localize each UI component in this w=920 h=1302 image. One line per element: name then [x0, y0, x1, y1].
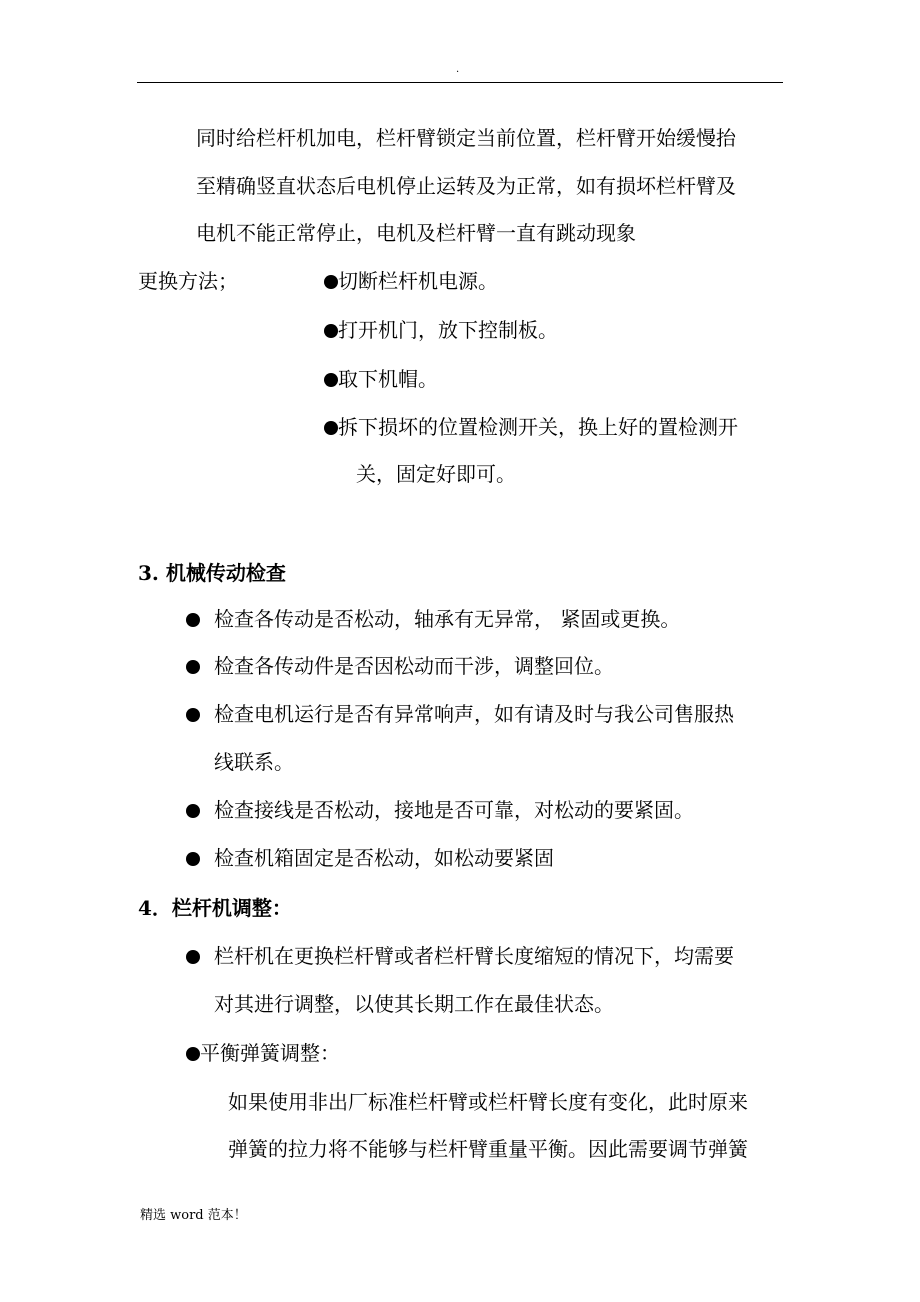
section-4-item-1 — [186, 944, 734, 968]
replace-step-2 — [324, 318, 558, 342]
bullet-icon — [186, 950, 200, 964]
bullet-icon — [186, 804, 200, 818]
section-3-item-3 — [186, 702, 734, 726]
bullet-icon — [324, 373, 338, 387]
section-3-item-2-text: 检查各传动件是否因松动而干涉，调整回位。 — [214, 654, 614, 678]
section-4-item-1-text: 栏杆机在更换栏杆臂或者栏杆臂长度缩短的情况下，均需要 — [214, 944, 734, 968]
header-mark: . — [456, 64, 460, 75]
bullet-icon — [186, 708, 200, 722]
section-4-sub-paragraph-line-1: 如果使用非出厂标准栏杆臂或栏杆臂长度有变化，此时原来 — [228, 1090, 748, 1114]
replace-step-4-continuation: 关，固定好即可。 — [356, 462, 516, 486]
section-3-item-5 — [186, 846, 554, 870]
section-3-item-3-continuation: 线联系。 — [214, 750, 294, 774]
replace-step-1-text: 切断栏杆机电源。 — [338, 269, 498, 293]
replace-step-3 — [324, 367, 438, 391]
bullet-icon — [324, 275, 338, 289]
section-3-item-2 — [186, 654, 614, 678]
section-4-sub-heading-text: 平衡弹簧调整： — [200, 1041, 340, 1065]
section-4-sub-heading — [186, 1041, 340, 1065]
replace-step-2-text: 打开机门，放下控制板。 — [338, 318, 558, 342]
section-3-item-3-text: 检查电机运行是否有异常响声，如有请及时与我公司售服热 — [214, 702, 734, 726]
section-3-item-5-text: 检查机箱固定是否松动，如松动要紧固 — [214, 846, 554, 870]
bullet-icon — [324, 324, 338, 338]
header-rule — [137, 82, 783, 83]
top-paragraph-line-3: 电机不能正常停止，电机及栏杆臂一直有跳动现象 — [196, 221, 636, 245]
section-3-item-4-text: 检查接线是否松动，接地是否可靠，对松动的要紧固。 — [214, 798, 694, 822]
section-4-title: 4．栏杆机调整： — [138, 896, 292, 920]
bullet-icon — [186, 613, 200, 627]
replace-step-1 — [324, 269, 498, 293]
section-3-item-4 — [186, 798, 694, 822]
page-footer: 精选 word 范本！ — [140, 1208, 247, 1223]
replace-method-label: 更换方法； — [138, 269, 238, 293]
bullet-icon — [324, 421, 338, 435]
replace-step-3-text: 取下机帽。 — [338, 367, 438, 391]
bullet-icon — [186, 1047, 200, 1061]
section-3-item-1 — [186, 607, 680, 631]
section-4-item-1-continuation: 对其进行调整，以使其长期工作在最佳状态。 — [214, 992, 614, 1016]
top-paragraph-line-1: 同时给栏杆机加电，栏杆臂锁定当前位置，栏杆臂开始缓慢抬 — [196, 126, 736, 150]
section-3-item-1-text: 检查各传动是否松动，轴承有无异常， 紧固或更换。 — [214, 607, 681, 631]
bullet-icon — [186, 660, 200, 674]
section-4-sub-paragraph-line-2: 弹簧的拉力将不能够与栏杆臂重量平衡。因此需要调节弹簧 — [228, 1137, 748, 1161]
bullet-icon — [186, 852, 200, 866]
top-paragraph-line-2: 至精确竖直状态后电机停止运转及为正常，如有损坏栏杆臂及 — [196, 174, 736, 198]
section-3-title: 3. 机械传动检查 — [138, 561, 286, 585]
replace-step-4 — [324, 415, 738, 439]
replace-step-4-text: 拆下损坏的位置检测开关，换上好的置检测开 — [338, 415, 738, 439]
